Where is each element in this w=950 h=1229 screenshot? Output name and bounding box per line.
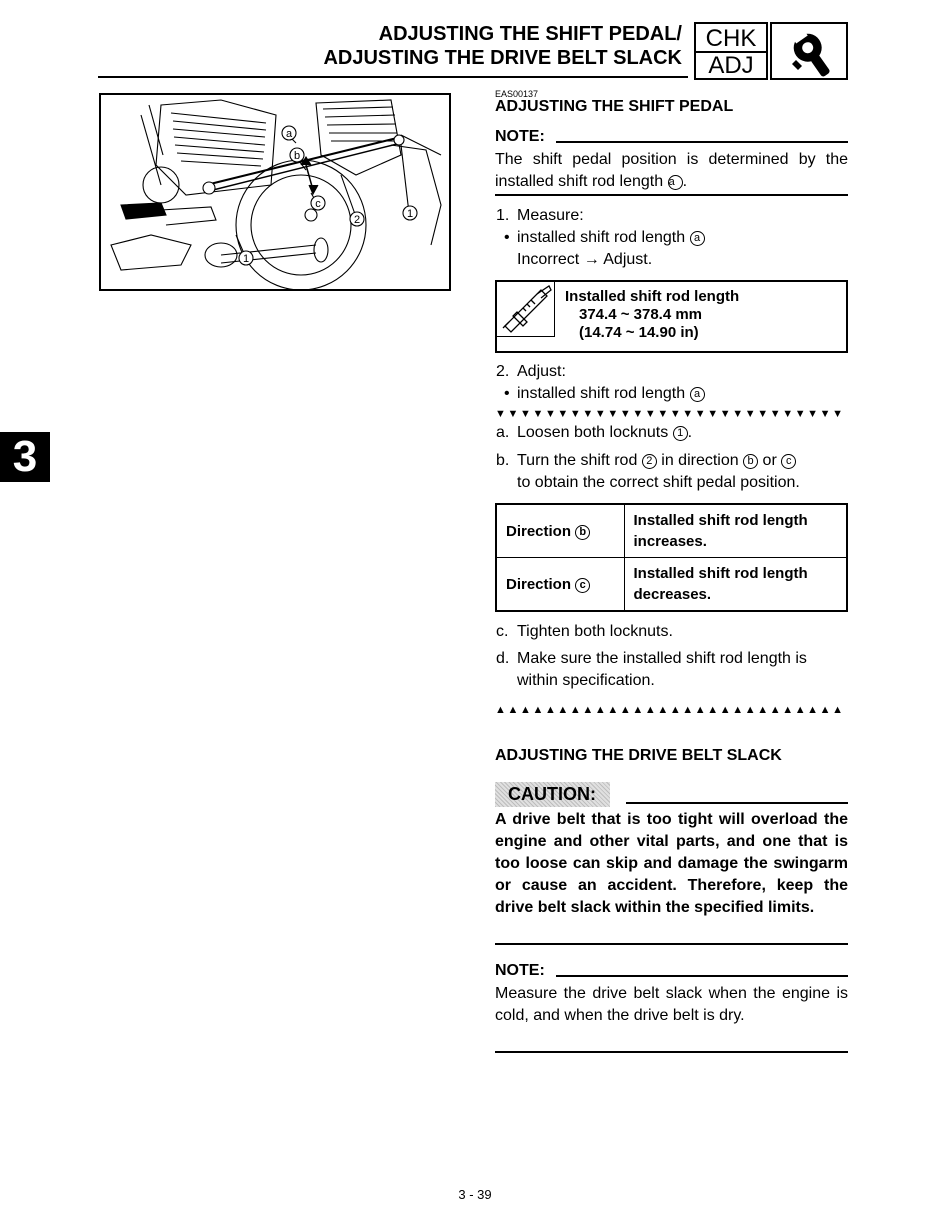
sub-b-or: or [762,452,777,469]
sub-a-text-body: Loosen both locknuts [517,424,669,441]
chk-adj-badge [694,22,768,80]
table-row [496,558,847,612]
sub-d-letter: d. [496,650,510,667]
section-code: EAS00137 [495,89,539,99]
circled-1: 1 [673,426,688,441]
circled-a: a [690,387,705,402]
page-title-line-2: ADJUSTING THE DRIVE BELT SLACK [323,47,682,69]
note-label-1: NOTE: [495,128,545,145]
direction-label: Direction [506,575,572,593]
badge-chk-label: CHK [696,24,766,53]
callout-c: c [315,198,321,210]
sub-d-line-2: within specification. [517,672,655,689]
wrench-badge [770,22,848,80]
header-rule [98,76,688,78]
callout-a: a [285,128,293,140]
circled-c: c [575,578,590,593]
callout-2: 2 [353,214,361,226]
note-label-2: NOTE: [495,962,545,979]
step-1-result: Incorrect → Adjust. [517,251,653,268]
wrench-icon [772,24,846,78]
circled-c: c [781,454,796,469]
note-rule-1 [556,141,848,143]
direction-label: Direction [506,522,572,540]
shift-pedal-heading: ADJUSTING THE SHIFT PEDAL [495,98,734,115]
step-2-item [517,383,705,405]
spec-text [565,288,739,342]
drive-belt-heading: ADJUSTING THE DRIVE BELT SLACK [495,747,782,764]
spec-title: Installed shift rod length [565,288,740,305]
badge-adj-label: ADJ [708,52,754,79]
note-rule-2 [556,975,848,977]
page-number: 3 - 39 [458,1187,492,1202]
direction-cell [496,504,624,558]
callout-1-right: 1 [406,208,414,220]
note-end-rule-1 [495,194,848,196]
step-2-bullet: • [504,385,510,402]
caution-rule [626,802,848,804]
note-end-rule-2 [495,1051,848,1053]
sub-b-mid: in direction [661,452,739,469]
sub-b-text [517,450,848,494]
sub-b-line-1 [517,450,848,472]
sub-b-pre: Turn the shift rod [517,452,638,469]
procedure-start-marker: ▼▼▼▼▼▼▼▼▼▼▼▼▼▼▼▼▼▼▼▼▼▼▼▼▼▼▼▼ [495,408,845,420]
step-1-item-text: installed shift rod length [517,229,686,246]
spec-box [495,280,848,353]
circled-a: a [690,231,705,246]
step-1-bullet: • [504,229,510,246]
direction-cell [496,558,624,612]
direction-table [495,503,848,612]
page-title-line-1: ADJUSTING THE SHIFT PEDAL/ [378,23,682,45]
shift-linkage-illustration [101,95,449,289]
circled-a: a [668,175,683,190]
spec-value-in: (14.74 ~ 14.90 in) [579,324,699,341]
callout-b: b [293,150,301,162]
sub-b-letter: b. [496,452,510,469]
result-cell: Installed shift rod length decreases. [624,558,847,612]
spec-value-mm: 374.4 ~ 378.4 mm [579,306,703,323]
table-row [496,504,847,558]
circled-2: 2 [642,454,657,469]
shift-pedal-figure [99,93,451,291]
note-text-1-body: The shift pedal position is determined by the installed shift rod length [495,151,848,190]
note-text-1: The shift pedal position is determined by the installed shift rod length a . [495,151,848,190]
sub-a-text: Loosen both locknuts 1 . [517,424,693,441]
result-cell: Installed shift rod length increases. [624,504,847,558]
step-2-item-text: installed shift rod length [517,385,686,402]
chapter-tab: 3 [0,432,50,482]
step-2-num: 2. [496,363,510,380]
circled-b: b [575,525,590,540]
caliper-icon [497,282,555,337]
callout-1-left: 1 [242,253,250,265]
note-text-2: Measure the drive belt slack when the engine is cold, and when the drive belt is dry. [495,985,848,1024]
step-1-num: 1. [496,207,510,224]
caution-text: A drive belt that is too tight will overload the engine and other vital parts, and one that is too loose can skip and damage the swingarm or cause an accident. Therefore, keep the drive belt slack within the specified limits. [495,811,848,916]
caution-label: CAUTION: [495,782,610,807]
procedure-end-marker: ▲▲▲▲▲▲▲▲▲▲▲▲▲▲▲▲▲▲▲▲▲▲▲▲▲▲▲▲ [495,704,845,716]
step-2-title: Adjust: [517,363,566,380]
step-1-item [517,227,705,249]
step-1-title: Measure: [517,207,584,224]
caution-end-rule [495,943,848,945]
sub-d-line-1: Make sure the installed shift rod length is [517,650,807,667]
sub-c-text: Tighten both locknuts. [517,623,673,640]
sub-a-letter: a. [496,424,510,441]
circled-b: b [743,454,758,469]
sub-c-letter: c. [496,623,509,640]
sub-b-line-2: to obtain the correct shift pedal position. [517,474,800,491]
